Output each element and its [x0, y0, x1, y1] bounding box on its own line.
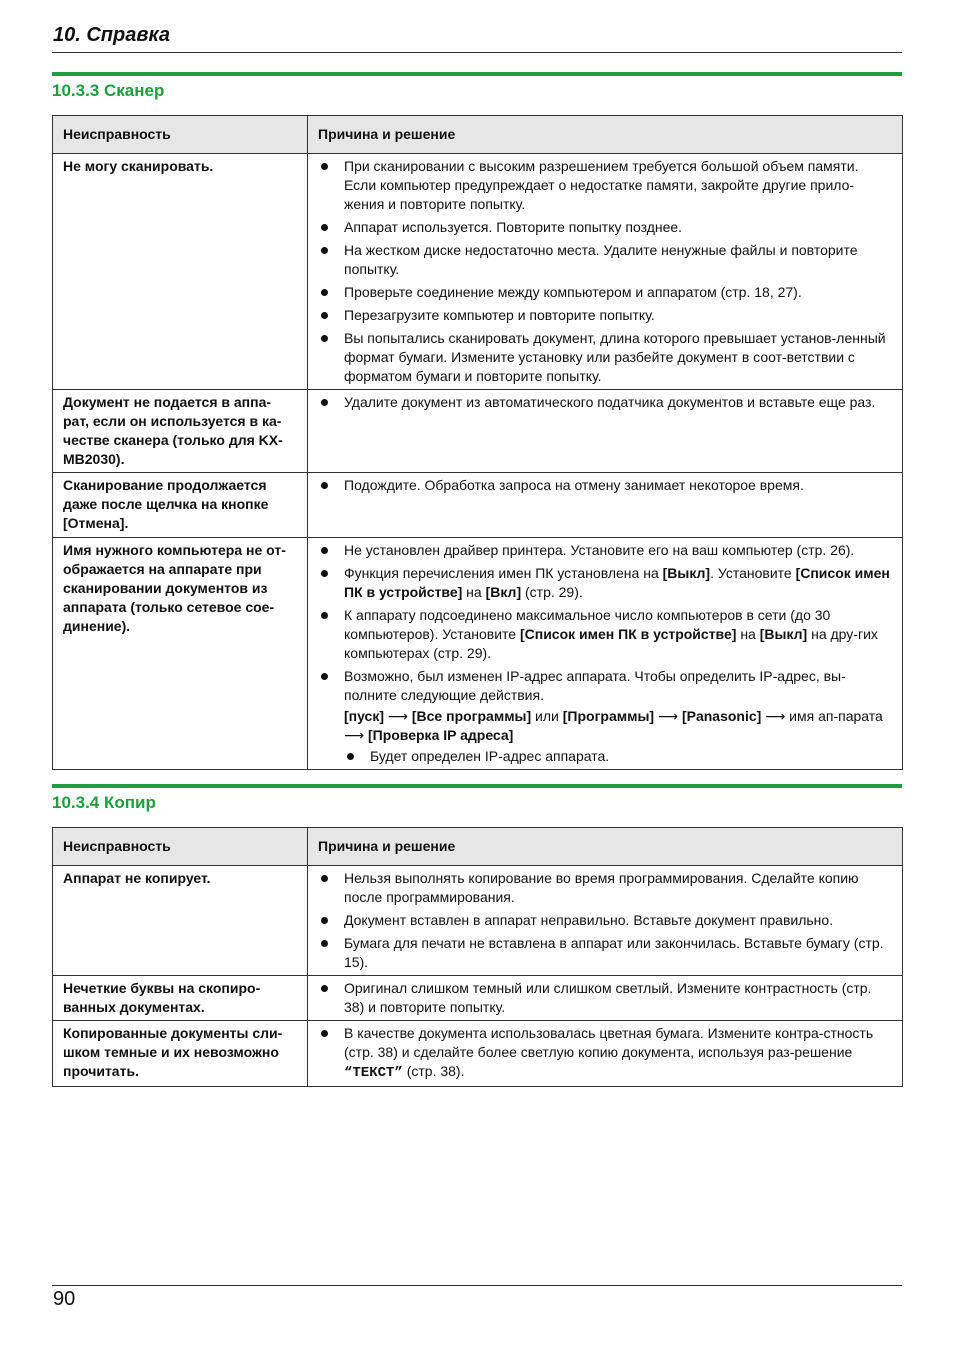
text-run: имя ап-парата — [785, 708, 883, 724]
solution-cell — [308, 154, 903, 390]
path-step: [Программы] — [562, 708, 655, 724]
list-item: Вы попытались сканировать документ, длина которого превышает установ-ленный формат бумаги. Измените установку или разбейте документ в соот-ветствии с форматом бумаги и повторите попытку. — [318, 329, 892, 386]
footer-rule — [52, 1285, 902, 1286]
arrow-right-icon: ⟶ — [344, 727, 365, 743]
problem-cell: Не могу сканировать. — [53, 154, 308, 390]
table-row — [53, 866, 903, 976]
list-item: Удалите документ из автоматического податчика документов и вставьте еще раз. — [318, 393, 892, 412]
column-header-problem: Неисправность — [53, 828, 308, 866]
text-run: . Установите — [710, 565, 796, 581]
list-item: Аппарат используется. Повторите попытку позднее. — [318, 218, 892, 237]
table-row — [53, 538, 903, 770]
table-row — [53, 976, 903, 1021]
list-item — [318, 667, 892, 766]
section-title-copier: 10.3.4 Копир — [52, 793, 156, 812]
text-run: Возможно, был изменен IP-адрес аппарата. Чтобы определить IP-адрес, вы-полните следующие действия. — [344, 668, 846, 703]
solution-cell — [308, 390, 903, 473]
solution-cell — [308, 473, 903, 538]
table-header-row — [53, 116, 903, 154]
text-run: (стр. 29). — [521, 584, 583, 600]
arrow-right-icon: ⟶ — [387, 708, 408, 724]
problem-cell: Сканирование продолжается даже после щелчка на кнопке [Отмена]. — [53, 473, 308, 538]
text-run: К аппарату подсоединено максимальное число компьютеров в сети (до 30 компьютеров). Установите — [344, 607, 831, 642]
setting-value-off: [Выкл] — [662, 565, 711, 581]
text-run: Функция перечисления имен ПК установлена на — [344, 565, 663, 581]
solution-cell — [308, 866, 903, 976]
list-item — [318, 564, 892, 602]
problem-cell: Нечеткие буквы на скопиро-ванных документах. — [53, 976, 308, 1021]
text-run: (стр. 38). — [402, 1063, 465, 1079]
table-row — [53, 154, 903, 390]
table-row — [53, 1021, 903, 1087]
text-run: на дру-гих компьютерах (стр. 29). — [344, 626, 878, 661]
path-step: [Panasonic] — [681, 708, 762, 724]
table-header-row — [53, 828, 903, 866]
list-item: Документ вставлен в аппарат неправильно. Вставьте документ правильно. — [318, 911, 892, 930]
menu-path — [344, 707, 892, 745]
list-item — [318, 606, 892, 663]
copier-table — [52, 827, 903, 1087]
list-item — [318, 1024, 892, 1083]
problem-cell: Аппарат не копирует. — [53, 866, 308, 976]
list-item: Нельзя выполнять копирование во время программирования. Сделайте копию после программирования. — [318, 869, 892, 907]
path-step: [Проверка IP адреса] — [367, 727, 514, 743]
column-header-solution: Причина и решение — [308, 828, 903, 866]
setting-value-off: [Выкл] — [759, 626, 808, 642]
table-row — [53, 390, 903, 473]
section-rule-scanner — [52, 72, 902, 76]
text-run: на — [462, 584, 486, 600]
arrow-right-icon: ⟶ — [657, 708, 679, 724]
list-item: Бумага для печати не вставлена в аппарат или закончилась. Вставьте бумагу (стр. 15). — [318, 934, 892, 972]
column-header-problem: Неисправность — [53, 116, 308, 154]
column-header-solution: Причина и решение — [308, 116, 903, 154]
section-rule-copier — [52, 784, 902, 788]
scanner-table — [52, 115, 903, 770]
setting-name: [Список имен ПК в устройстве] — [519, 626, 737, 642]
setting-value-on: [Вкл] — [485, 584, 522, 600]
resolution-value: “ТЕКСТ” — [344, 1065, 403, 1081]
text-run: В качестве документа использовалась цветная бумага. Измените контра-стность (стр. 38) и сделайте более светлую копию документа, используя раз-решение — [344, 1025, 874, 1060]
path-step: [пуск] — [344, 708, 385, 724]
problem-cell: Имя нужного компьютера не от-ображается на аппарате при сканировании документов из аппарата (только сетевое сое-динение). — [53, 538, 308, 770]
chapter-title: 10. Справка — [53, 24, 170, 46]
header-rule — [52, 52, 902, 53]
list-item: На жестком диске недостаточно места. Удалите ненужные файлы и повторите попытку. — [318, 241, 892, 279]
section-title-scanner: 10.3.3 Сканер — [52, 81, 165, 100]
list-item: Перезагрузите компьютер и повторите попытку. — [318, 306, 892, 325]
list-item: Подождите. Обработка запроса на отмену занимает некоторое время. — [318, 476, 892, 495]
solution-cell — [308, 1021, 903, 1087]
text-run: или — [531, 708, 563, 724]
text-run: на — [736, 626, 760, 642]
solution-cell — [308, 538, 903, 770]
list-item: Не установлен драйвер принтера. Установите его на ваш компьютер (стр. 26). — [318, 541, 892, 560]
page-number: 90 — [53, 1288, 76, 1310]
list-item: Оригинал слишком темный или слишком светлый. Измените контрастность (стр. 38) и повторите попытку. — [318, 979, 892, 1017]
setting-name: [Список имен ПК в устройстве] — [344, 565, 890, 600]
list-item: Проверьте соединение между компьютером и аппаратом (стр. 18, 27). — [318, 283, 892, 302]
sub-list-item: Будет определен IP-адрес аппарата. — [344, 747, 892, 766]
problem-cell: Документ не подается в аппа-рат, если он используется в ка-честве сканера (только для KX-MB2030). — [53, 390, 308, 473]
table-row — [53, 473, 903, 538]
solution-cell — [308, 976, 903, 1021]
list-item: При сканировании с высоким разрешением требуется большой объем памяти. Если компьютер предупреждает о недостатке памяти, закройте другие прило-жения и повторите попытку. — [318, 157, 892, 214]
arrow-right-icon: ⟶ — [765, 708, 786, 724]
path-step: [Все программы] — [411, 708, 532, 724]
problem-cell: Копированные документы сли-шком темные и их невозможно прочитать. — [53, 1021, 308, 1087]
